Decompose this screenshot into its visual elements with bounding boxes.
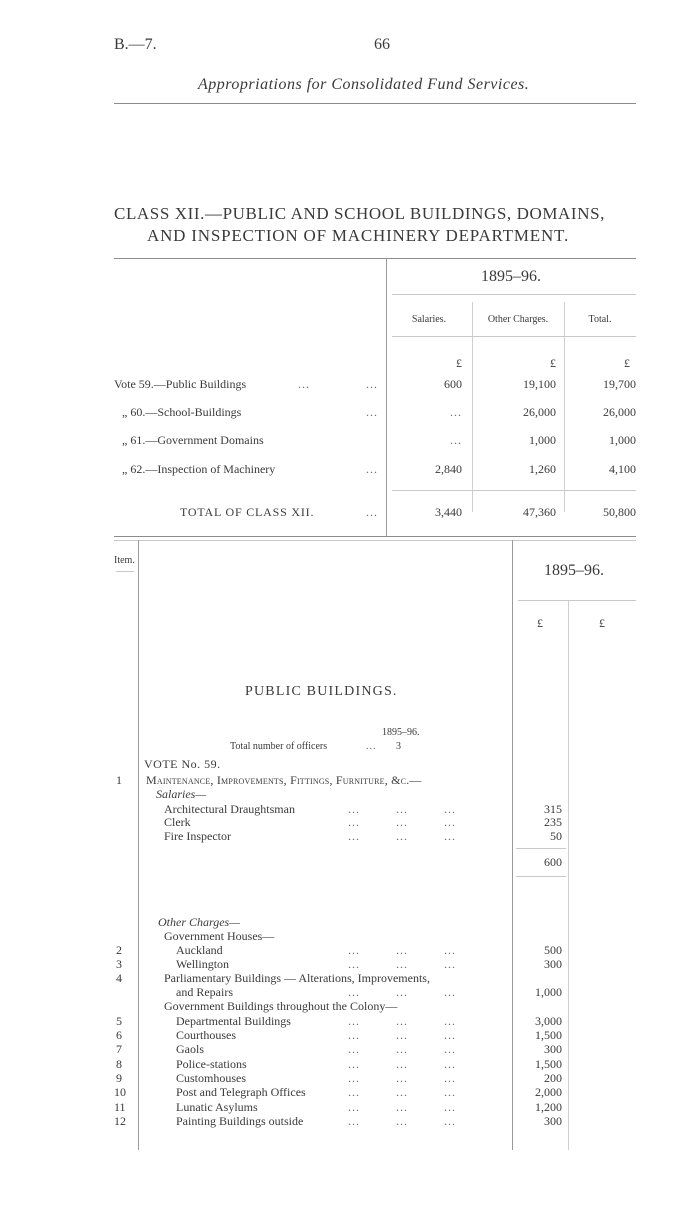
summary-colhead-rule	[392, 336, 636, 337]
charge-label: Auckland	[176, 943, 223, 957]
detail-year-rule	[518, 600, 636, 601]
charge-label: Gaols	[176, 1042, 204, 1056]
charge-amount: 200	[544, 1071, 562, 1085]
header-rule	[114, 103, 636, 104]
summary-currency-other: £	[550, 356, 556, 370]
detail-year: 1895–96.	[544, 562, 604, 579]
summary-row-other: 1,000	[529, 433, 556, 447]
summary-row-label: „ 62.—Inspection of Machinery	[122, 462, 276, 476]
charge-amount: 2,000	[535, 1085, 562, 1099]
summary-col-salaries: Salaries.	[411, 314, 447, 325]
item-column-header: Item.	[114, 555, 135, 566]
summary-col-other: Other Charges.	[487, 314, 549, 325]
charge-label: Lunatic Asylums	[176, 1100, 258, 1114]
item-number: 1	[116, 773, 122, 787]
government-buildings-heading: Government Buildings throughout the Colony—	[164, 999, 398, 1013]
government-houses-heading: Government Houses—	[164, 929, 275, 943]
leader-dots: ... ... ...	[348, 1014, 456, 1028]
charge-label: Departmental Buildings	[176, 1014, 291, 1028]
leader-dots: ... ... ...	[348, 943, 456, 957]
charge-label: Wellington	[176, 957, 230, 971]
summary-row-total: 1,000	[609, 433, 636, 447]
item-heading: Maintenance, Improvements, Fittings, Furniture, &c.—	[146, 773, 422, 787]
leader-dots: ... ... ...	[348, 802, 456, 816]
charge-item-number: 5	[116, 1014, 122, 1028]
charge-label: Painting Buildings outside	[176, 1114, 304, 1128]
charge-item-number: 9	[116, 1071, 122, 1085]
charge-item-number: 3	[116, 957, 122, 971]
charge-amount: 1,000	[535, 985, 562, 999]
charge-item-number: 2	[116, 943, 122, 957]
leader-dots: ...	[366, 377, 378, 391]
detail-currency-2: £	[599, 616, 605, 630]
leader-dots: ... ... ...	[348, 957, 456, 971]
charge-item-number: 6	[116, 1028, 122, 1042]
officers-count: 3	[396, 741, 401, 752]
leader-dots: ...	[366, 462, 378, 476]
leader-dots: ... ... ...	[348, 1114, 456, 1128]
summary-year: 1895–96.	[481, 268, 541, 285]
summary-divider	[386, 258, 387, 536]
item-column-rule	[138, 540, 139, 1150]
class-title-line-1: CLASS XII.—PUBLIC AND SCHOOL BUILDINGS, DOMAINS,	[114, 204, 605, 223]
charge-label: Parliamentary Buildings — Alterations, Improvements,	[164, 971, 430, 985]
summary-row-salaries: 2,840	[435, 462, 462, 476]
summary-row-salaries: 600	[444, 377, 462, 391]
summary-row-other: 1,260	[529, 462, 556, 476]
salaries-total: 600	[544, 855, 562, 869]
salaries-heading: Salaries—	[156, 787, 207, 801]
summary-currency-salaries: £	[456, 356, 462, 370]
charge-label-continued: and Repairs	[176, 985, 233, 999]
charge-amount: 1,200	[535, 1100, 562, 1114]
officers-label: Total number of officers	[230, 741, 328, 752]
running-title: Appropriations for Consolidated Fund Services.	[198, 76, 530, 93]
salary-amount: 315	[544, 802, 562, 816]
summary-total-rule	[392, 490, 636, 491]
leader-dots: ... ... ...	[348, 815, 456, 829]
summary-row-other: 19,100	[523, 377, 556, 391]
salaries-total-rule	[516, 876, 566, 877]
page-number: 66	[374, 36, 390, 53]
salary-amount: 235	[544, 815, 562, 829]
leader-dots: ... ... ...	[348, 985, 456, 999]
charge-amount: 1,500	[535, 1057, 562, 1071]
charge-amount: 3,000	[535, 1014, 562, 1028]
leader-dots: ... ... ...	[348, 1100, 456, 1114]
leader-dots: ... ... ...	[348, 1085, 456, 1099]
section-title: PUBLIC BUILDINGS.	[245, 684, 398, 699]
summary-total-total: 50,800	[603, 505, 636, 519]
summary-row-salaries: ...	[450, 433, 462, 447]
summary-col-total: Total.	[588, 314, 612, 325]
charge-label: Courthouses	[176, 1028, 236, 1042]
charge-item-number: 12	[114, 1114, 126, 1128]
charge-label: Post and Telegraph Offices	[176, 1085, 306, 1099]
leader-dots: ... ... ...	[348, 1042, 456, 1056]
charge-item-number: 8	[116, 1057, 122, 1071]
item-header-rule	[116, 571, 134, 572]
leader-dots: ...	[366, 741, 377, 752]
salary-label: Clerk	[164, 815, 191, 829]
summary-bottom-rule	[114, 536, 636, 537]
salary-label: Architectural Draughtsman	[164, 802, 295, 816]
salaries-sum-rule	[516, 848, 566, 849]
summary-bottom-rule-2	[114, 540, 636, 541]
summary-row-label: „ 61.—Government Domains	[122, 433, 264, 447]
charge-amount: 300	[544, 957, 562, 971]
detail-currency-1: £	[537, 616, 543, 630]
other-charges-heading: Other Charges—	[158, 915, 240, 929]
leader-dots: ... ... ...	[348, 1028, 456, 1042]
summary-total-label: TOTAL OF CLASS XII.	[180, 505, 315, 519]
leader-dots: ...	[366, 405, 378, 419]
summary-row-label: Vote 59.—Public Buildings	[114, 377, 247, 391]
summary-row-salaries: ...	[450, 405, 462, 419]
vote-heading: VOTE No. 59.	[144, 757, 221, 771]
summary-total-salaries: 3,440	[435, 505, 462, 519]
charge-item-number: 7	[116, 1042, 122, 1056]
charge-amount: 500	[544, 943, 562, 957]
summary-row-label: „ 60.—School-Buildings	[122, 405, 242, 419]
summary-row-total: 19,700	[603, 377, 636, 391]
summary-total-other: 47,360	[523, 505, 556, 519]
leader-dots: ...	[298, 377, 310, 391]
charge-label: Customhouses	[176, 1071, 247, 1085]
leader-dots: ...	[366, 505, 378, 519]
charge-item-number: 11	[114, 1100, 126, 1114]
class-title-line-2: AND INSPECTION OF MACHINERY DEPARTMENT.	[147, 226, 569, 245]
charge-item-number: 4	[116, 971, 122, 985]
amount-split-rule	[568, 600, 569, 1150]
summary-row-total: 4,100	[609, 462, 636, 476]
summary-year-rule	[392, 294, 636, 295]
leader-dots: ... ... ...	[348, 1057, 456, 1071]
summary-currency-total: £	[624, 356, 630, 370]
summary-row-other: 26,000	[523, 405, 556, 419]
charge-amount: 300	[544, 1042, 562, 1056]
charge-item-number: 10	[114, 1085, 126, 1099]
charge-amount: 1,500	[535, 1028, 562, 1042]
summary-top-rule	[114, 258, 636, 259]
officers-year: 1895–96.	[382, 727, 420, 738]
charge-amount: 300	[544, 1114, 562, 1128]
charge-label: Police-stations	[176, 1057, 247, 1071]
summary-row-total: 26,000	[603, 405, 636, 419]
leader-dots: ... ... ...	[348, 1071, 456, 1085]
page-reference: B.—7.	[114, 36, 157, 53]
salary-label: Fire Inspector	[164, 829, 231, 843]
salary-amount: 50	[550, 829, 562, 843]
leader-dots: ... ... ...	[348, 829, 456, 843]
